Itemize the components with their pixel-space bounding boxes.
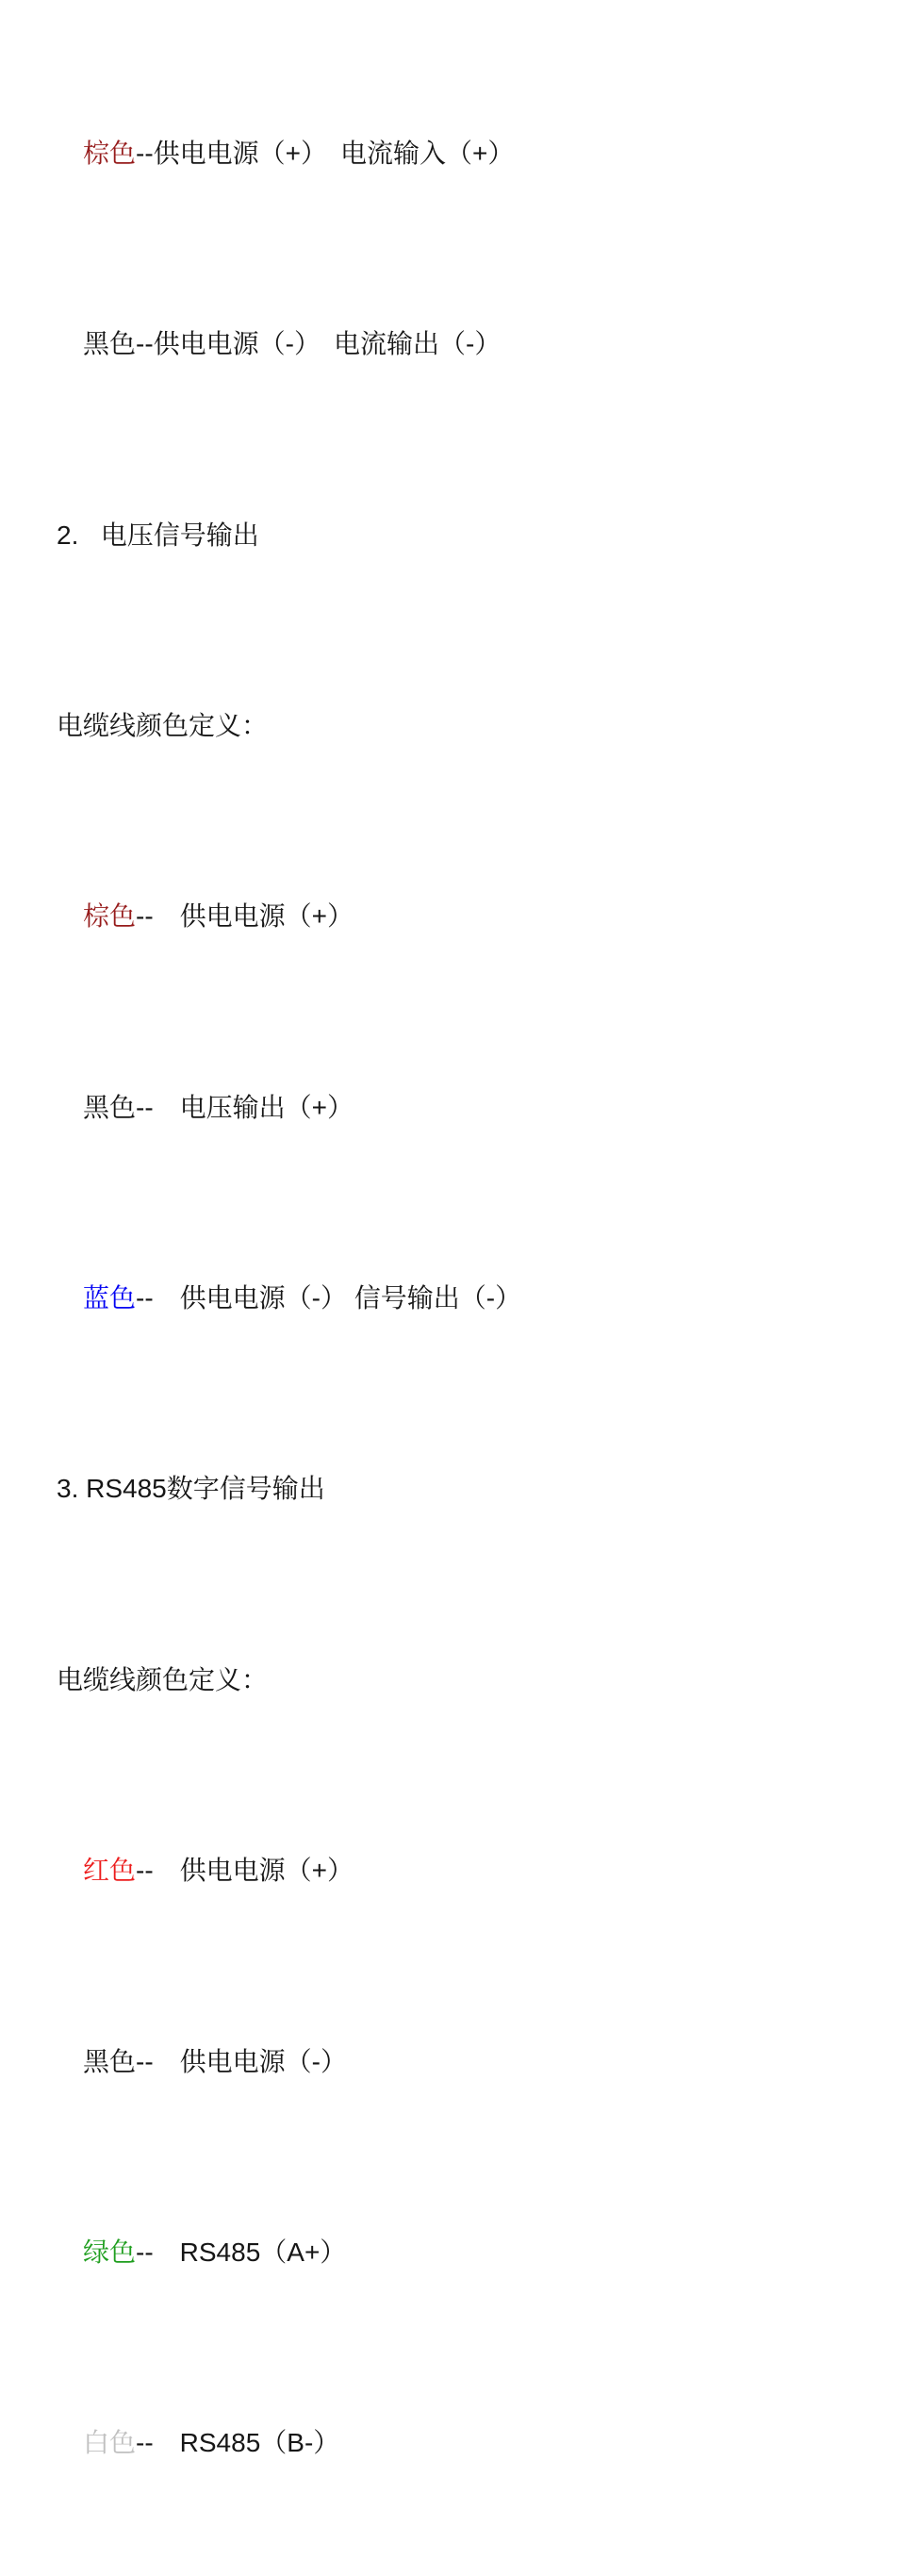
wire-color-label: 红色 <box>83 1856 137 1886</box>
wire-definition-line <box>0 1084 905 1132</box>
cable-color-definition-label <box>0 1657 905 1705</box>
section-heading-rs485-output <box>0 1465 905 1513</box>
section-heading-voltage-output <box>0 512 905 560</box>
wire-color-label: 黑色 <box>83 329 137 359</box>
wire-definition-text: -- RS485（B-） <box>136 2428 340 2458</box>
wire-definition-text: -- 供电电源（+） <box>136 901 354 932</box>
wire-definition-line <box>0 1847 905 1895</box>
cable-color-definition-text: 电缆线颜色定义： <box>57 1664 269 1694</box>
wire-definition-line <box>0 1275 905 1323</box>
wire-definition-text: -- 供电电源（-） 信号输出（-） <box>136 1283 522 1313</box>
wire-definition-text: -- RS485（A+） <box>136 2237 347 2267</box>
wire-color-label: 棕色 <box>83 138 137 168</box>
cable-color-definition-label <box>0 702 905 751</box>
cable-color-definition-text: 电缆线颜色定义： <box>57 710 269 740</box>
wire-definition-line <box>0 321 905 369</box>
wire-color-label: 白色 <box>83 2428 137 2458</box>
wire-definition-line <box>0 2419 905 2468</box>
wire-definition-line <box>0 893 905 941</box>
section-heading-text: 3. RS485数字信号输出 <box>57 1474 325 1504</box>
wire-color-label: 棕色 <box>83 901 137 932</box>
wire-definition-text: -- 供电电源（+） <box>136 1856 354 1886</box>
wire-definition-text: -- 供电电源（-） <box>136 2046 347 2076</box>
wire-color-label: 黑色 <box>83 2046 137 2076</box>
wire-definition-line <box>0 2039 905 2087</box>
wire-color-label: 蓝色 <box>83 1283 137 1313</box>
wire-definition-line <box>0 2229 905 2277</box>
wire-definition-text: -- 电压输出（+） <box>136 1092 354 1122</box>
wire-color-label: 绿色 <box>83 2237 137 2267</box>
wire-definition-text: --供电电源（-） 电流输出（-） <box>136 329 502 359</box>
section-heading-text: 2. 电压信号输出 <box>57 520 259 550</box>
wire-color-label: 黑色 <box>83 1092 137 1122</box>
wire-definition-text: --供电电源（+） 电流输入（+） <box>136 138 515 168</box>
wire-definition-line <box>0 130 905 178</box>
